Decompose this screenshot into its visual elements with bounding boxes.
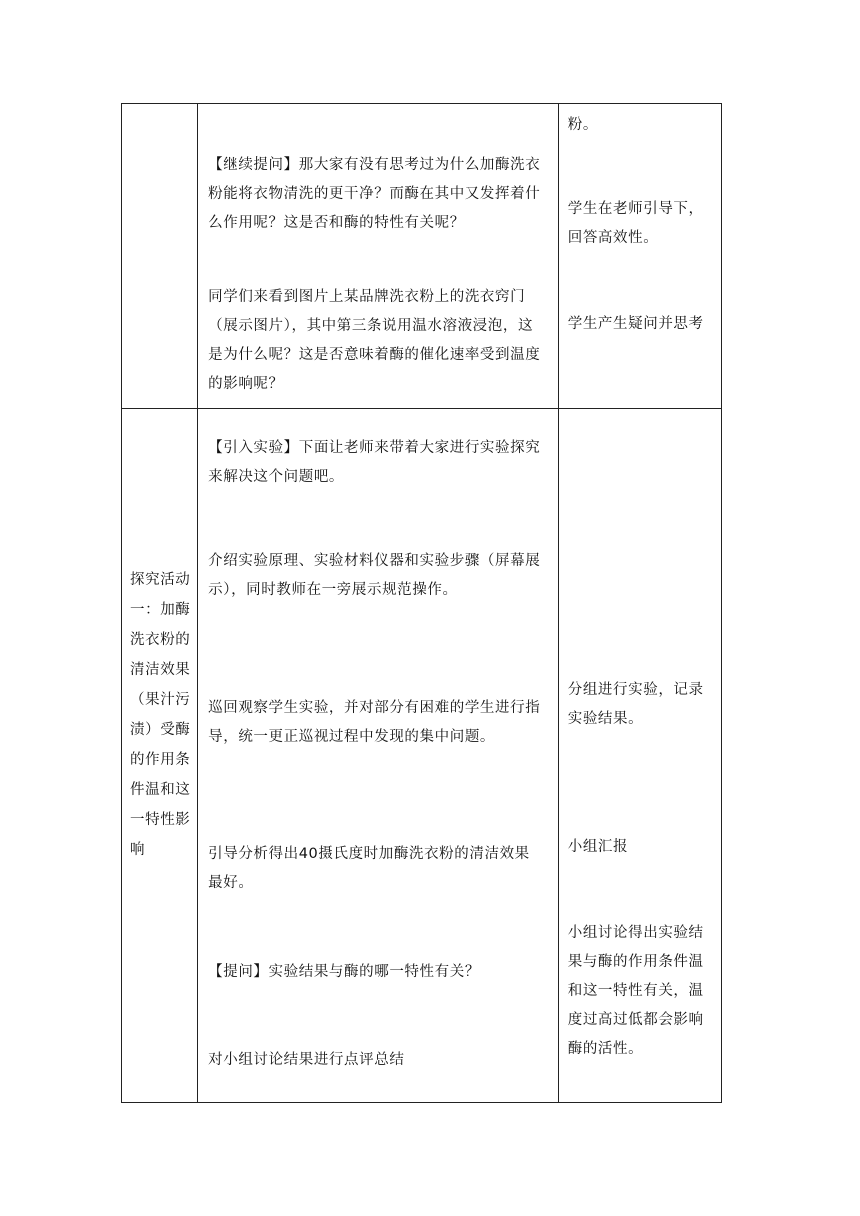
student-thinking-text: 学生产生疑问并思考	[567, 316, 704, 332]
teacher-question-text: 【继续提问】那大家有没有思考过为什么加酶洗衣粉能将衣物清洗的更干净？而酶在其中又发挥着什么作用呢？这是否和酶的特性有关呢？	[208, 157, 541, 231]
teacher-intro-text: 【引入实验】下面让老师来带着大家进行实验探究来解决这个问题吧。	[208, 440, 541, 485]
student-answer-text: 学生在老师引导下，回答高效性。	[567, 201, 704, 246]
teacher-activity-cell	[198, 409, 559, 1103]
stage-label: 探究活动一：加酶洗衣粉的清洁效果（果汁污渍）受酶的作用条件温和这一特性影响	[130, 572, 191, 858]
teacher-image-text: 同学们来看到图片上某品牌洗衣粉上的洗衣窍门（展示图片），其中第三条说用温水溶液浸泡，这是为什么呢？这是否意味着酶的催化速率受到温度的影响呢？	[208, 289, 541, 392]
stage-cell	[122, 409, 198, 1103]
student-activity-cell	[558, 104, 721, 409]
table-row	[122, 104, 722, 409]
lesson-plan-table	[121, 103, 722, 1103]
student-report-text: 小组汇报	[567, 839, 629, 855]
student-text-continued: 粉。	[567, 117, 598, 133]
teacher-analysis-text: 引导分析得出40摄氏度时加酶洗衣粉的清洁效果最好。	[208, 846, 530, 891]
teacher-principle-text: 介绍实验原理、实验材料仪器和实验步骤（屏幕展示），同时教师在一旁展示规范操作。	[208, 553, 541, 598]
table-row	[122, 409, 722, 1103]
stage-cell	[122, 104, 198, 409]
teacher-activity-cell	[198, 104, 559, 409]
teacher-summary-text: 对小组讨论结果进行点评总结	[208, 1052, 405, 1068]
teacher-question-text: 【提问】实验结果与酶的哪一特性有关？	[208, 964, 480, 980]
teacher-guidance-text: 巡回观察学生实验，并对部分有困难的学生进行指导，统一更正巡视过程中发现的集中问题。	[208, 700, 541, 745]
student-activity-cell	[558, 409, 721, 1103]
student-experiment-text: 分组进行实验，记录实验结果。	[567, 682, 704, 727]
student-discussion-text: 小组讨论得出实验结果与酶的作用条件温和这一特性有关，温度过高过低都会影响酶的活性。	[567, 925, 704, 1057]
